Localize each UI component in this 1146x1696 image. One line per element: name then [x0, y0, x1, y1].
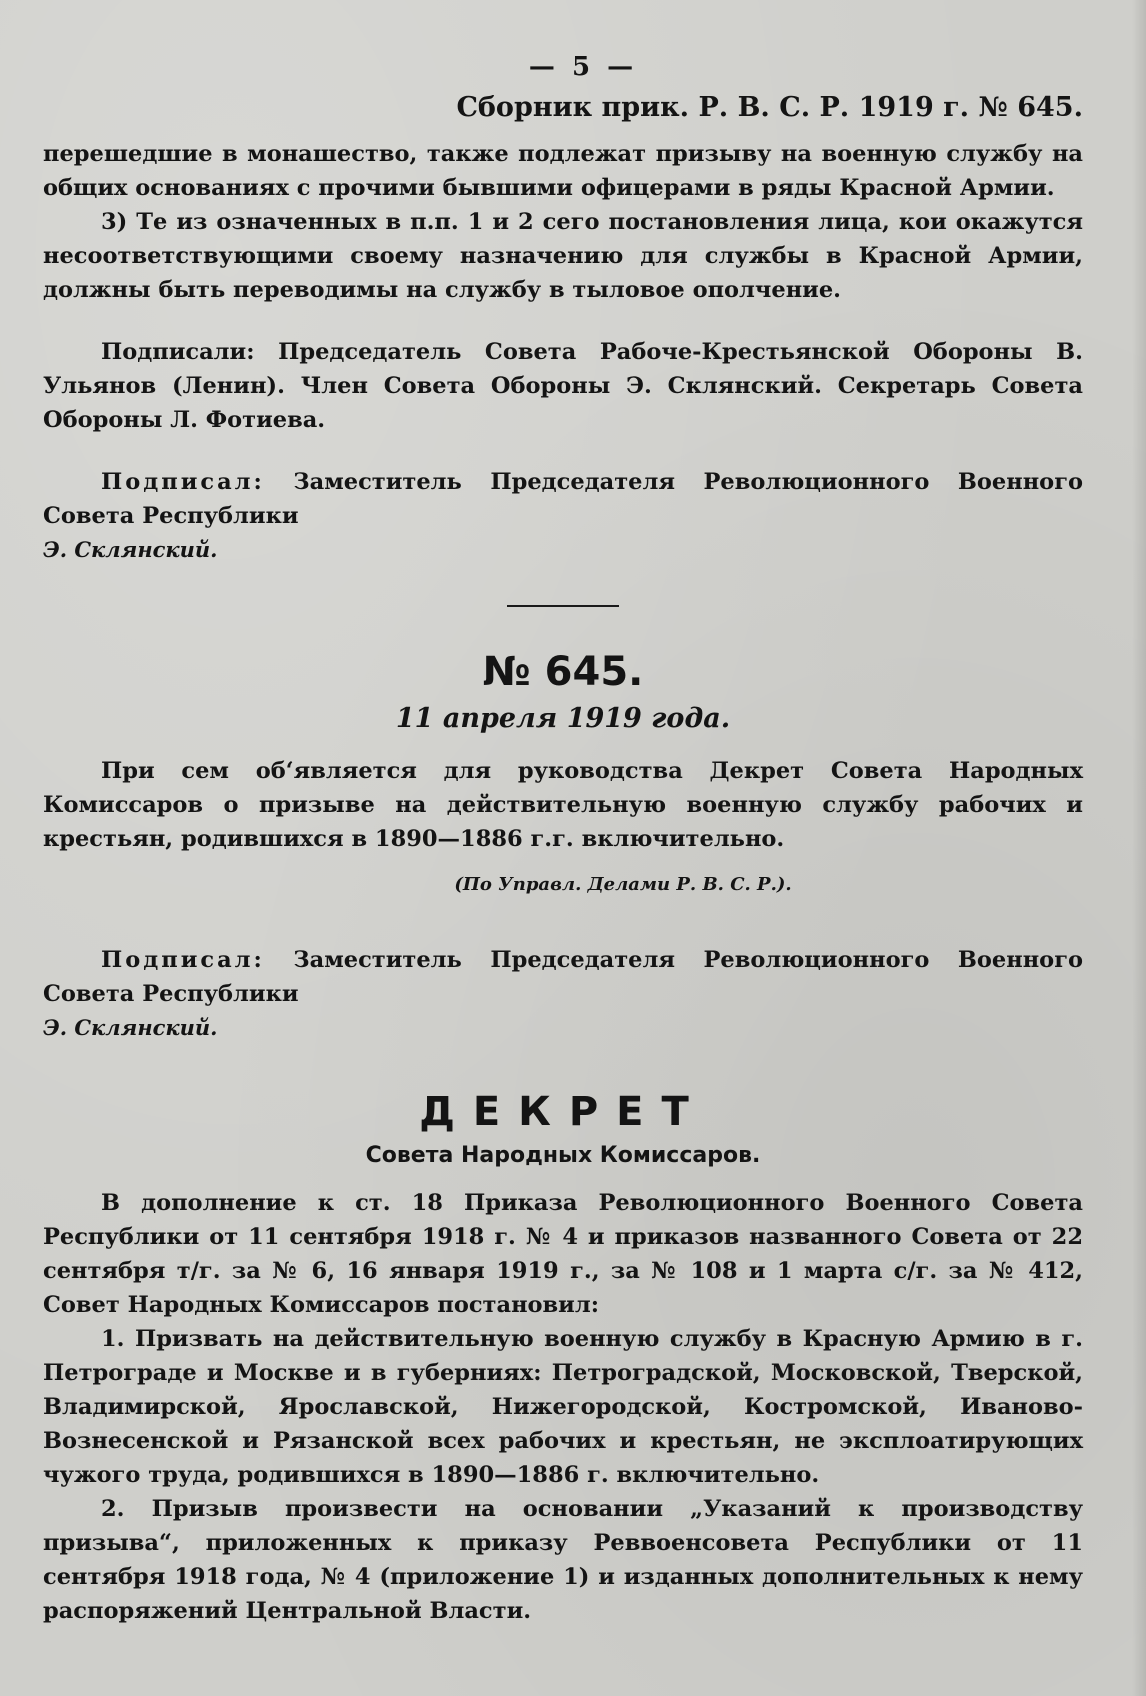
decree-point-2: 2. Призыв произвести на основании „Указаний к производству призыва“, приложенных к приказу Реввоенсовета Республики от 11 сентября 1918 года, № 4 (приложение 1) и изданных дополнительных к нему распоряжений Центральной Власти. [43, 1496, 1083, 1624]
collection-reference: Сборник прик. Р. В. С. Р. 1919 г. № 645. [456, 92, 1083, 123]
decree-point-1: 1. Призвать на действительную военную службу в Красную Армию в г. Петрограде и Москве и в губерниях: Петроградской, Московской, Тверской, Владимирской, Ярославской, Нижегородской, Костромской, Иваново-Вознесенской и Рязанской всех рабочих и крестьян, не эксплоатирующих чужого труда, родившихся в 1890—1886 г. включительно. [43, 1326, 1083, 1488]
section-divider [507, 605, 619, 607]
order-date: 11 апреля 1919 года. [395, 703, 731, 734]
page-edge-shadow [1132, 0, 1146, 1696]
signer-name: Э. Склянский. [43, 537, 218, 562]
order-signer [43, 1011, 1083, 1045]
signed-label: Подписал: [101, 469, 265, 495]
previous-order-signer [43, 533, 1083, 567]
signer-name: Э. Склянский. [43, 1015, 218, 1040]
signed-text: Заместитель Председателя Революционного Военного Совета Республики [43, 469, 1083, 529]
signed-text: Заместитель Председателя Революционного Военного Совета Республики [43, 947, 1083, 1007]
previous-order-signatures: Подписали: Председатель Совета Рабоче-Крестьянской Обороны В. Ульянов (Ленин). Член Совета Обороны Э. Склянский. Секретарь Совета Обороны Л. Фотиева. [43, 339, 1083, 433]
order-signed [43, 943, 1083, 1011]
previous-order-point-3: 3) Те из означенных в п.п. 1 и 2 сего постановления лица, кои окажутся несоответствующими своему назначению для службы в Красной Армии, должны быть переводимы на службу в тыловое ополчение. [43, 209, 1083, 303]
previous-order-signed [43, 465, 1083, 533]
decree-title: ДЕКРЕТ [419, 1089, 707, 1135]
decree-subtitle: Совета Народных Комиссаров. [365, 1143, 761, 1168]
previous-order-continuation: перешедшие в монашество, также подлежат призыву на военную службу на общих основаниях с прочими бывшими офицерами в ряды Красной Армии. [43, 141, 1083, 201]
signed-label: Подписал: [101, 947, 265, 973]
page-number: — 5 — [528, 52, 638, 82]
order-announcement: При сем об‘является для руководства Декрет Совета Народных Комиссаров о призыве на действительную военную службу рабочих и крестьян, родившихся в 1890—1886 г.г. включительно. [43, 758, 1083, 852]
order-attribution: (По Управл. Делами Р. В. С. Р.). [454, 874, 792, 895]
decree-preamble: В дополнение к ст. 18 Приказа Революционного Военного Совета Республики от 11 сентября 1918 г. № 4 и приказов названного Совета от 22 сентября т/г. за № 6, 16 января 1919 г., за № 108 и 1 марта с/г. за № 412, Совет Народных Комиссаров постановил: [43, 1190, 1083, 1318]
page-content [43, 52, 1083, 1628]
order-number: № 645. [482, 649, 644, 695]
